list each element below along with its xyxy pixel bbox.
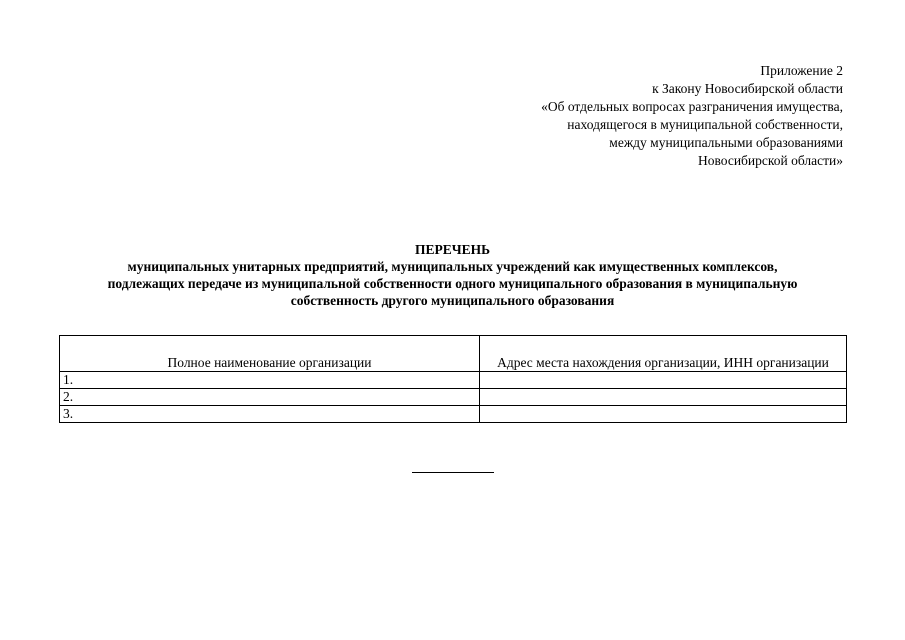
appendix-line: к Закону Новосибирской области <box>652 81 843 96</box>
table-header-row <box>60 336 847 372</box>
organizations-table <box>59 335 847 423</box>
table-row <box>60 372 847 389</box>
table-row <box>60 389 847 406</box>
row-number-cell: 3. <box>60 406 480 423</box>
address-cell <box>480 389 847 406</box>
column-header-name: Полное наименование организации <box>60 336 480 372</box>
title-line: муниципальных унитарных предприятий, муниципальных учреждений как имущественных комплексов, <box>127 259 778 274</box>
appendix-line: Новосибирской области» <box>697 153 843 168</box>
appendix-line: Приложение 2 <box>760 63 843 78</box>
title-line: собственность другого муниципального образования <box>290 293 615 308</box>
title-line: подлежащих передаче из муниципальной собственности одного муниципального образования в муниципальную <box>107 276 798 291</box>
address-cell <box>480 372 847 389</box>
appendix-line: между муниципальными образованиями <box>609 135 843 150</box>
title-heading: ПЕРЕЧЕНЬ <box>414 242 491 257</box>
appendix-line: находящегося в муниципальной собственности, <box>567 117 843 132</box>
row-number-cell: 2. <box>60 389 480 406</box>
appendix-header <box>541 62 843 170</box>
column-header-address: Адрес места нахождения организации, ИНН организации <box>480 336 847 372</box>
appendix-line: «Об отдельных вопросах разграничения имущества, <box>541 99 843 114</box>
closing-divider-line <box>412 472 494 473</box>
row-number-cell: 1. <box>60 372 480 389</box>
table-row <box>60 406 847 423</box>
document-title <box>40 241 865 309</box>
address-cell <box>480 406 847 423</box>
